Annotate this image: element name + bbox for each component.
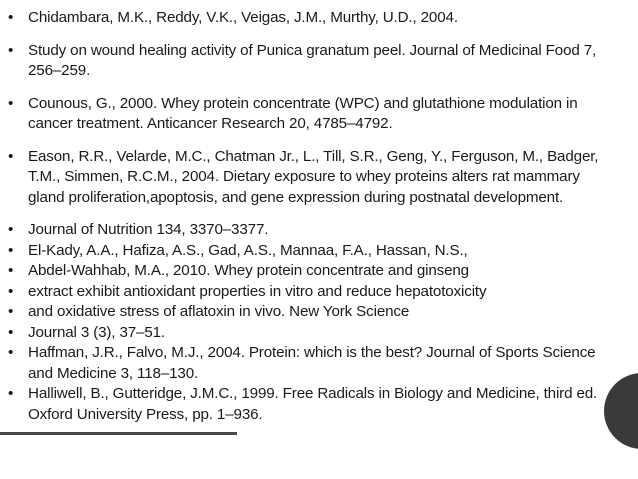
reference-text: Study on wound healing activity of Punica granatum peel. Journal of Medicinal Food 7, 256–259. <box>28 41 597 79</box>
reference-text: extract exhibit antioxidant properties in vitro and reduce hepatotoxicity <box>28 282 487 300</box>
reference-text: Eason, R.R., Velarde, M.C., Chatman Jr., L., Till, S.R., Geng, Y., Ferguson, M., Badger, T.M., Simmen, R.C.M., 2004. Dietary exposure to whey proteins alters rat mammary gland proliferation,apoptosis, and gene expression during postnatal development. <box>28 147 599 206</box>
reference-item <box>8 220 608 241</box>
bullet-icon: • <box>8 282 14 300</box>
reference-text: Counous, G., 2000. Whey protein concentrate (WPC) and glutathione modulation in cancer treatment. Anticancer Research 20, 4785–4792. <box>28 94 578 132</box>
reference-item <box>8 147 608 209</box>
reference-item <box>8 261 608 282</box>
reference-item <box>8 302 608 323</box>
reference-item <box>8 323 608 344</box>
reference-text: Abdel-Wahhab, M.A., 2010. Whey protein concentrate and ginseng <box>28 262 469 279</box>
reference-text: Chidambara, M.K., Reddy, V.K., Veigas, J.M., Murthy, U.D., 2004. <box>28 9 458 26</box>
reference-item <box>8 282 608 303</box>
bullet-icon: • <box>8 385 14 402</box>
reference-text: Journal 3 (3), 37–51. <box>28 323 166 341</box>
bullet-icon: • <box>8 147 14 165</box>
bullet-icon: • <box>8 41 14 59</box>
reference-text: Journal of Nutrition 134, 3370–3377. <box>28 221 269 238</box>
reference-text: Halliwell, B., Gutteridge, J.M.C., 1999. Free Radicals in Biology and Medicine, third ed. Oxford University Press, pp. 1–936. <box>28 385 598 423</box>
reference-text: El-Kady, A.A., Hafiza, A.S., Gad, A.S., Mannaa, F.A., Hassan, N.S., <box>28 241 468 259</box>
bullet-icon: • <box>8 262 14 279</box>
bullet-icon: • <box>8 344 14 361</box>
bullet-icon: • <box>8 303 14 320</box>
bullet-icon: • <box>8 9 14 26</box>
reference-item <box>8 384 608 425</box>
reference-item <box>8 241 608 262</box>
bullet-icon: • <box>8 241 14 259</box>
divider-line <box>0 432 237 435</box>
reference-text: Haffman, J.R., Falvo, M.J., 2004. Protein: which is the best? Journal of Sports Science and Medicine 3, 118–130. <box>28 344 596 382</box>
reference-text: and oxidative stress of aflatoxin in vivo. New York Science <box>28 303 410 320</box>
bullet-icon: • <box>8 94 14 112</box>
bullet-icon: • <box>8 323 14 341</box>
reference-item <box>8 41 608 82</box>
reference-item <box>8 8 608 29</box>
bullet-icon: • <box>8 221 14 238</box>
decorative-circle <box>604 373 638 449</box>
reference-item <box>8 343 608 384</box>
reference-list <box>8 8 608 425</box>
reference-item <box>8 94 608 135</box>
